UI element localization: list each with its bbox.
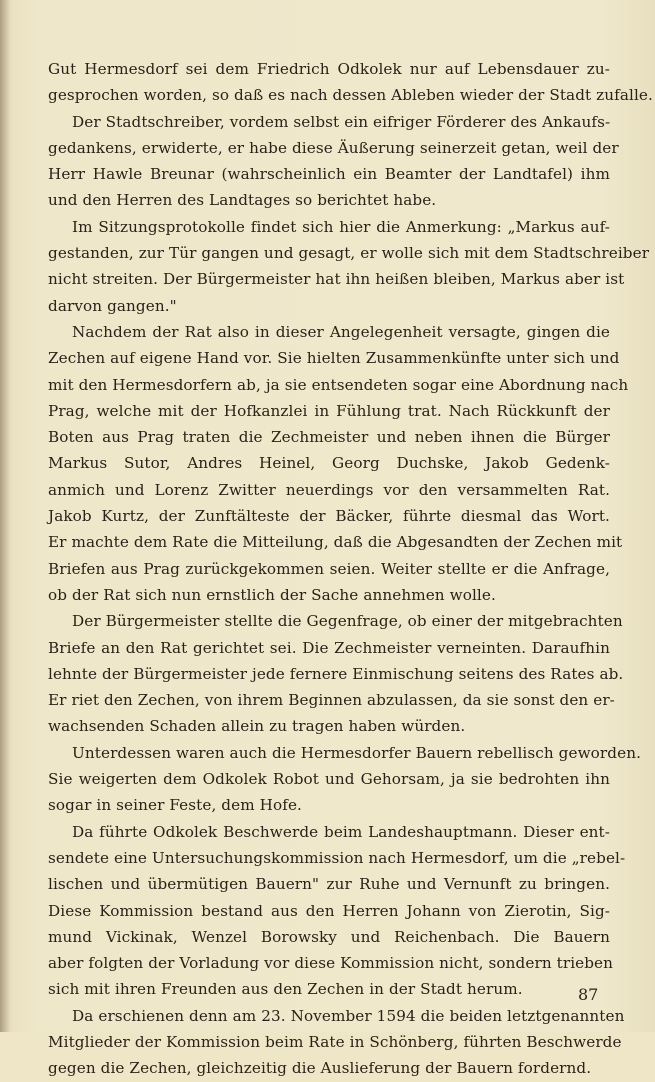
text-line: Unterdessen waren auch die Hermesdorfer Bauern rebellisch geworden. [72,743,642,762]
text-line: Prag, welche mit der Hofkanzlei in Fühlung trat. Nach Rückkunft der [48,401,610,420]
paragraph-5 [48,608,624,739]
text-line: Zechen auf eigene Hand vor. Sie hielten Zusammenkünfte unter sich und [48,349,620,368]
paragraph-8 [48,1003,625,1082]
paragraph-7 [48,819,626,1003]
paragraph-3 [48,214,650,319]
text-line: aber folgten der Vorladung vor diese Kommission nicht, sondern trieben [48,954,614,973]
text-line: Da führte Odkolek Beschwerde beim Landeshauptmann. Dieser ent- [72,822,610,841]
text-line: Im Sitzungsprotokolle findet sich hier die Anmerkung: „Markus auf- [72,217,610,236]
text-line: Markus Sutor, Andres Heinel, Georg Duchske, Jakob Gedenk- [48,454,610,473]
paragraph-2 [48,109,619,214]
gutter-shadow [0,0,10,1032]
text-line: Da erschienen denn am 23. November 1594 die beiden letztgenannten [72,1006,625,1025]
text-line: sich mit ihren Freunden aus den Zechen in der Stadt herum. [48,980,523,999]
text-line: lischen und übermütigen Bauern" zur Ruhe und Vernunft zu bringen. [48,875,610,894]
text-line: lehnte der Bürgermeister jede fernere Einmischung seitens des Rates ab. [48,664,624,683]
text-line: Jakob Kurtz, der Zunftälteste der Bäcker, führte diesmal das Wort. [48,507,610,526]
text-line: Diese Kommission bestand aus den Herren Johann von Zierotin, Sig- [48,901,610,920]
page-number: 87 [578,985,599,1004]
text-line: mit den Hermesdorfern ab, ja sie entsendeten sogar eine Abordnung nach [48,375,629,394]
paragraph-1 [48,56,653,109]
text-line: wachsenden Schaden allein zu tragen haben würden. [48,717,466,736]
paragraph-6 [48,740,642,819]
text-line: gegen die Zechen, gleichzeitig die Auslieferung der Bauern fordernd. [48,1059,592,1078]
text-line: darvon gangen." [48,296,177,315]
text-line: sogar in seiner Feste, dem Hofe. [48,796,302,815]
text-line: sendete eine Untersuchungskommission nach Hermesdorf, um die „rebel- [48,848,626,867]
text-line: Er machte dem Rate die Mitteilung, daß die Abgesandten der Zechen mit [48,533,623,552]
text-line: nicht streiten. Der Bürgermeister hat ihn heißen bleiben, Markus aber ist [48,270,625,289]
text-line: Der Stadtschreiber, vordem selbst ein eifriger Förderer des Ankaufs- [72,112,611,131]
text-line: Er riet den Zechen, von ihrem Beginnen abzulassen, da sie sonst den er- [48,691,615,710]
text-line: Boten aus Prag traten die Zechmeister und neben ihnen die Bürger [48,428,610,447]
text-line: Gut Hermesdorf sei dem Friedrich Odkolek nur auf Lebensdauer zu- [48,60,610,78]
text-line: und den Herren des Landtages so berichtet habe. [48,191,437,210]
text-line: Herr Hawle Breunar (wahrscheinlich ein Beamter der Landtafel) ihm [48,165,610,184]
text-line: Der Bürgermeister stellte die Gegenfrage, ob einer der mitgebrachten [72,612,623,631]
text-line: Briefen aus Prag zurückgekommen seien. Weiter stellte er die Anfrage, [48,559,610,578]
text-line: ob der Rat sich nun ernstlich der Sache annehmen wolle. [48,585,496,604]
text-line: Briefe an den Rat gerichtet sei. Die Zechmeister verneinten. Daraufhin [48,638,610,657]
paragraph-4 [48,319,629,608]
text-line: Mitglieder der Kommission beim Rate in Schönberg, führten Beschwerde [48,1032,622,1051]
text-line: gedankens, erwiderte, er habe diese Äußerung seinerzeit getan, weil der [48,138,619,157]
text-line: gesprochen worden, so daß es nach dessen Ableben wieder der Stadt zufalle. [48,86,653,105]
text-line: Nachdem der Rat also in dieser Angelegenheit versagte, gingen die [72,322,610,341]
text-line: Sie weigerten dem Odkolek Robot und Gehorsam, ja sie bedrohten ihn [48,770,610,789]
text-line: mund Vickinak, Wenzel Borowsky und Reichenbach. Die Bauern [48,927,610,946]
text-line: gestanden, zur Tür gangen und gesagt, er wolle sich mit dem Stadtschreiber [48,244,650,263]
text-line: anmich und Lorenz Zwitter neuerdings vor den versammelten Rat. [48,480,610,499]
body-text [48,56,653,1082]
